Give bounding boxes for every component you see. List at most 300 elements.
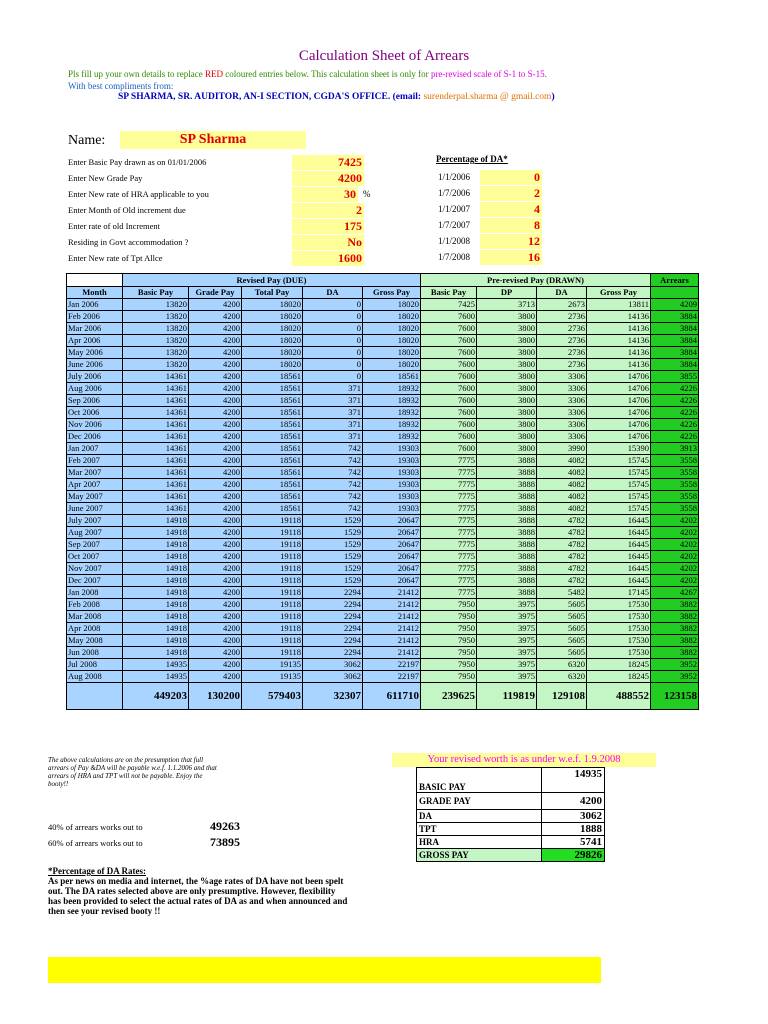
value-cell: 4200 [189, 599, 242, 611]
value-cell: 3855 [651, 371, 699, 383]
value-cell: 16445 [587, 563, 651, 575]
da-rate-value[interactable]: 4 [480, 202, 542, 217]
group-revised-header: Revised Pay (DUE) [123, 274, 421, 287]
value-cell: 14361 [123, 395, 189, 407]
value-cell: 4782 [537, 575, 587, 587]
value-cell: 15390 [587, 443, 651, 455]
table-row [67, 347, 699, 359]
value-cell: 18561 [242, 443, 303, 455]
value-cell: 14361 [123, 431, 189, 443]
da-date: 1/1/2007 [438, 204, 471, 214]
table-row [67, 563, 699, 575]
value-cell: 3882 [651, 623, 699, 635]
value-cell: 18020 [242, 323, 303, 335]
month-cell: May 2008 [67, 635, 123, 647]
group-arrears-header: Arrears [651, 274, 699, 287]
value-cell: 7775 [421, 587, 477, 599]
summary-row [417, 768, 605, 793]
value-cell: 14918 [123, 635, 189, 647]
value-cell: 371 [303, 395, 363, 407]
value-cell: 1529 [303, 575, 363, 587]
value-cell: 19118 [242, 599, 303, 611]
summary-value: 5741 [542, 836, 605, 849]
value-cell: 18020 [363, 359, 421, 371]
value-cell: 22197 [363, 659, 421, 671]
value-cell: 3975 [477, 599, 537, 611]
email-link: surenderpal.sharma @ gmail.com [423, 92, 552, 102]
month-cell: Jan 2007 [67, 443, 123, 455]
table-row [67, 299, 699, 311]
table-row [67, 467, 699, 479]
table-row [67, 455, 699, 467]
value-cell: 7600 [421, 371, 477, 383]
value-cell: 3884 [651, 311, 699, 323]
value-cell: 1529 [303, 551, 363, 563]
value-cell: 4082 [537, 491, 587, 503]
column-header: Gross Pay [587, 287, 651, 299]
input-label: Enter Basic Pay drawn as on 01/01/2006 [68, 157, 207, 167]
month-cell: Feb 2008 [67, 599, 123, 611]
value-cell: 371 [303, 383, 363, 395]
input-label: Enter New Grade Pay [68, 173, 143, 183]
total-cell: 32307 [303, 683, 363, 710]
table-row [67, 311, 699, 323]
table-row [67, 575, 699, 587]
value-cell: 6320 [537, 671, 587, 683]
value-cell: 3062 [303, 671, 363, 683]
da-rate-value[interactable]: 0 [480, 170, 542, 185]
month-cell: Dec 2006 [67, 431, 123, 443]
value-cell: 7775 [421, 491, 477, 503]
value-cell: 13820 [123, 359, 189, 371]
value-cell: 19118 [242, 551, 303, 563]
total-cell: 129108 [537, 683, 587, 710]
value-cell: 18561 [242, 371, 303, 383]
value-cell: 18020 [363, 335, 421, 347]
value-cell: 4226 [651, 407, 699, 419]
value-cell: 14136 [587, 359, 651, 371]
value-cell: 4200 [189, 671, 242, 683]
month-cell: Mar 2007 [67, 467, 123, 479]
value-cell: 18561 [242, 407, 303, 419]
value-cell: 14136 [587, 311, 651, 323]
column-header: Total Pay [242, 287, 303, 299]
da-date: 1/7/2007 [438, 220, 471, 230]
value-cell: 4200 [189, 323, 242, 335]
pct60-label: 60% of arrears works out to [48, 838, 143, 848]
value-cell: 14935 [123, 659, 189, 671]
value-cell: 7600 [421, 431, 477, 443]
input-value[interactable]: 1600 [292, 251, 364, 266]
da-rate-value[interactable]: 8 [480, 218, 542, 233]
value-cell: 19118 [242, 527, 303, 539]
group-prerevised-header: Pre-revised Pay (DRAWN) [421, 274, 651, 287]
value-cell: 7950 [421, 635, 477, 647]
value-cell: 4782 [537, 539, 587, 551]
value-cell: 3800 [477, 335, 537, 347]
summary-value: 1888 [542, 823, 605, 836]
value-cell: 7600 [421, 443, 477, 455]
total-cell: 488552 [587, 683, 651, 710]
value-cell: 14361 [123, 455, 189, 467]
summary-label: DA [417, 810, 542, 823]
value-cell: 4200 [189, 371, 242, 383]
value-cell: 7775 [421, 479, 477, 491]
column-header: DA [303, 287, 363, 299]
value-cell: 7775 [421, 563, 477, 575]
month-cell: Aug 2007 [67, 527, 123, 539]
table-row [67, 431, 699, 443]
value-cell: 19135 [242, 671, 303, 683]
value-cell: 3882 [651, 647, 699, 659]
month-cell: July 2007 [67, 515, 123, 527]
table-row [67, 359, 699, 371]
value-cell: 4226 [651, 395, 699, 407]
input-label: Enter Month of Old increment due [68, 205, 186, 215]
footer-highlight-bar [48, 957, 601, 983]
value-cell: 3884 [651, 359, 699, 371]
value-cell: 7600 [421, 359, 477, 371]
value-cell: 4200 [189, 587, 242, 599]
value-cell: 14918 [123, 515, 189, 527]
table-row [67, 539, 699, 551]
value-cell: 14361 [123, 371, 189, 383]
value-cell: 3975 [477, 623, 537, 635]
value-cell: 3800 [477, 323, 537, 335]
value-cell: 17530 [587, 599, 651, 611]
month-cell: Mar 2006 [67, 323, 123, 335]
month-cell: Oct 2007 [67, 551, 123, 563]
table-row [67, 383, 699, 395]
value-cell: 20647 [363, 539, 421, 551]
value-cell: 0 [303, 311, 363, 323]
value-cell: 4782 [537, 563, 587, 575]
value-cell: 4200 [189, 335, 242, 347]
percent-sign: % [363, 189, 371, 199]
value-cell: 18020 [363, 311, 421, 323]
value-cell: 2294 [303, 647, 363, 659]
value-cell: 17530 [587, 647, 651, 659]
da-note: *Percentage of DA Rates: As per news on media and internet, the %age rates of DA have not been spelt out. The DA rates selected above are only presumptive. However, flexibility has been provided to select the actual rates of DA as and when announced and then see your revised booty !! [48, 866, 348, 916]
value-cell: 7775 [421, 527, 477, 539]
input-value[interactable]: 30 [292, 187, 358, 202]
value-cell: 1529 [303, 563, 363, 575]
summary-row [417, 849, 605, 862]
month-cell: Aug 2006 [67, 383, 123, 395]
arrears-table [66, 273, 699, 710]
value-cell: 3888 [477, 527, 537, 539]
value-cell: 14918 [123, 599, 189, 611]
value-cell: 7950 [421, 599, 477, 611]
value-cell: 3888 [477, 491, 537, 503]
da-date: 1/1/2008 [438, 236, 471, 246]
value-cell: 742 [303, 479, 363, 491]
instruction-line: Pls fill up your own details to replace RED coloured entries below. This calculation sheet is only for pre-revised scale of S-1 to S-15. [68, 69, 547, 79]
value-cell: 3888 [477, 551, 537, 563]
value-cell: 3306 [537, 383, 587, 395]
table-row [67, 587, 699, 599]
value-cell: 22197 [363, 671, 421, 683]
value-cell: 3800 [477, 311, 537, 323]
value-cell: 4200 [189, 503, 242, 515]
value-cell: 3306 [537, 395, 587, 407]
month-cell: Nov 2006 [67, 419, 123, 431]
value-cell: 4200 [189, 479, 242, 491]
table-row [67, 623, 699, 635]
value-cell: 3882 [651, 611, 699, 623]
table-row [67, 599, 699, 611]
value-cell: 18020 [242, 335, 303, 347]
value-cell: 4200 [189, 527, 242, 539]
value-cell: 21412 [363, 623, 421, 635]
value-cell: 17145 [587, 587, 651, 599]
value-cell: 18561 [242, 479, 303, 491]
value-cell: 4200 [189, 347, 242, 359]
value-cell: 13811 [587, 299, 651, 311]
total-cell: 239625 [421, 683, 477, 710]
value-cell: 3888 [477, 587, 537, 599]
value-cell: 742 [303, 503, 363, 515]
value-cell: 14918 [123, 587, 189, 599]
month-cell: Apr 2007 [67, 479, 123, 491]
da-date: 1/7/2008 [438, 252, 471, 262]
da-date: 1/7/2006 [438, 188, 471, 198]
month-cell: Feb 2006 [67, 311, 123, 323]
table-row [67, 671, 699, 683]
value-cell: 0 [303, 335, 363, 347]
value-cell: 21412 [363, 647, 421, 659]
value-cell: 16445 [587, 575, 651, 587]
value-cell: 3888 [477, 575, 537, 587]
value-cell: 14361 [123, 383, 189, 395]
value-cell: 2736 [537, 323, 587, 335]
value-cell: 3558 [651, 503, 699, 515]
value-cell: 19303 [363, 467, 421, 479]
value-cell: 5605 [537, 647, 587, 659]
value-cell: 7775 [421, 455, 477, 467]
value-cell: 14136 [587, 347, 651, 359]
value-cell: 3882 [651, 599, 699, 611]
value-cell: 4200 [189, 563, 242, 575]
value-cell: 3800 [477, 347, 537, 359]
value-cell: 19118 [242, 587, 303, 599]
value-cell: 2294 [303, 599, 363, 611]
value-cell: 14918 [123, 647, 189, 659]
value-cell: 742 [303, 455, 363, 467]
value-cell: 18561 [242, 431, 303, 443]
da-rate-value[interactable]: 2 [480, 186, 542, 201]
value-cell: 7600 [421, 323, 477, 335]
value-cell: 5605 [537, 599, 587, 611]
value-cell: 3800 [477, 419, 537, 431]
value-cell: 4200 [189, 647, 242, 659]
month-cell: Jan 2008 [67, 587, 123, 599]
value-cell: 4782 [537, 515, 587, 527]
input-label: Enter New rate of HRA applicable to you [68, 189, 209, 199]
total-cell: 130200 [189, 683, 242, 710]
value-cell: 15745 [587, 503, 651, 515]
value-cell: 2736 [537, 347, 587, 359]
value-cell: 3713 [477, 299, 537, 311]
value-cell: 18020 [242, 347, 303, 359]
input-value[interactable]: 7425 [292, 155, 364, 170]
value-cell: 3558 [651, 479, 699, 491]
input-value[interactable]: 2 [292, 203, 364, 218]
value-cell: 14918 [123, 623, 189, 635]
value-cell: 18932 [363, 431, 421, 443]
month-cell: Dec 2007 [67, 575, 123, 587]
value-cell: 4200 [189, 623, 242, 635]
month-cell: May 2006 [67, 347, 123, 359]
value-cell: 18020 [363, 347, 421, 359]
value-cell: 371 [303, 407, 363, 419]
month-cell: Jan 2006 [67, 299, 123, 311]
value-cell: 2294 [303, 587, 363, 599]
input-value[interactable]: 4200 [292, 171, 364, 186]
total-cell: 119819 [477, 683, 537, 710]
value-cell: 7775 [421, 539, 477, 551]
value-cell: 14935 [123, 671, 189, 683]
value-cell: 7600 [421, 395, 477, 407]
value-cell: 3800 [477, 383, 537, 395]
value-cell: 0 [303, 359, 363, 371]
value-cell: 18561 [242, 395, 303, 407]
value-cell: 7775 [421, 575, 477, 587]
input-value[interactable]: 175 [292, 219, 364, 234]
value-cell: 4202 [651, 551, 699, 563]
summary-row [417, 836, 605, 849]
value-cell: 17530 [587, 611, 651, 623]
value-cell: 2736 [537, 311, 587, 323]
value-cell: 1529 [303, 539, 363, 551]
month-cell: Aug 2008 [67, 671, 123, 683]
value-cell: 18932 [363, 395, 421, 407]
value-cell: 15745 [587, 491, 651, 503]
value-cell: 3888 [477, 467, 537, 479]
value-cell: 18561 [242, 467, 303, 479]
value-cell: 5605 [537, 623, 587, 635]
summary-value: 29826 [542, 849, 605, 862]
value-cell: 4782 [537, 527, 587, 539]
value-cell: 14918 [123, 551, 189, 563]
summary-row [417, 810, 605, 823]
da-rate-value[interactable]: 12 [480, 234, 542, 249]
value-cell: 16445 [587, 539, 651, 551]
input-label: Enter rate of old Increment [68, 221, 161, 231]
da-rate-value[interactable]: 16 [480, 250, 542, 265]
value-cell: 18020 [242, 359, 303, 371]
total-cell: 449203 [123, 683, 189, 710]
column-header: Gross Pay [363, 287, 421, 299]
value-cell: 7425 [421, 299, 477, 311]
da-rates-heading: Percentage of DA* [436, 154, 508, 164]
month-cell: Apr 2006 [67, 335, 123, 347]
value-cell: 21412 [363, 599, 421, 611]
value-cell: 15745 [587, 479, 651, 491]
value-cell: 0 [303, 299, 363, 311]
value-cell: 4082 [537, 479, 587, 491]
value-cell: 13820 [123, 311, 189, 323]
month-cell: Mar 2008 [67, 611, 123, 623]
value-cell: 14361 [123, 443, 189, 455]
value-cell: 13820 [123, 299, 189, 311]
month-cell: Oct 2006 [67, 407, 123, 419]
summary-row [417, 793, 605, 810]
value-cell: 18020 [363, 299, 421, 311]
value-cell: 7775 [421, 515, 477, 527]
value-cell: 21412 [363, 611, 421, 623]
value-cell: 0 [303, 323, 363, 335]
value-cell: 5605 [537, 635, 587, 647]
value-cell: 3558 [651, 467, 699, 479]
column-header: DP [477, 287, 537, 299]
value-cell: 0 [303, 371, 363, 383]
table-row [67, 659, 699, 671]
value-cell: 4200 [189, 575, 242, 587]
value-cell: 3888 [477, 515, 537, 527]
value-cell: 7600 [421, 335, 477, 347]
value-cell: 742 [303, 467, 363, 479]
revised-worth-table [416, 767, 605, 862]
value-cell: 14361 [123, 479, 189, 491]
value-cell: 4200 [189, 359, 242, 371]
value-cell: 3952 [651, 659, 699, 671]
value-cell: 2736 [537, 359, 587, 371]
value-cell: 14361 [123, 503, 189, 515]
value-cell: 15745 [587, 455, 651, 467]
table-row [67, 503, 699, 515]
value-cell: 3952 [651, 671, 699, 683]
value-cell: 3975 [477, 611, 537, 623]
value-cell: 19303 [363, 503, 421, 515]
page-title: Calculation Sheet of Arrears [298, 48, 470, 64]
value-cell: 16445 [587, 527, 651, 539]
totals-row [67, 683, 699, 710]
name-input[interactable]: SP Sharma [120, 131, 306, 149]
summary-row [417, 823, 605, 836]
value-cell: 1529 [303, 515, 363, 527]
value-cell: 20647 [363, 575, 421, 587]
table-row [67, 443, 699, 455]
value-cell: 19118 [242, 515, 303, 527]
table-row [67, 647, 699, 659]
value-cell: 4200 [189, 431, 242, 443]
value-cell: 18561 [242, 455, 303, 467]
value-cell: 18561 [242, 491, 303, 503]
value-cell: 2294 [303, 623, 363, 635]
total-cell: 579403 [242, 683, 303, 710]
value-cell: 14361 [123, 491, 189, 503]
value-cell: 14361 [123, 467, 189, 479]
value-cell: 7775 [421, 503, 477, 515]
value-cell: 4200 [189, 311, 242, 323]
value-cell: 3884 [651, 335, 699, 347]
table-row [67, 635, 699, 647]
value-cell: 7600 [421, 419, 477, 431]
value-cell: 19118 [242, 539, 303, 551]
value-cell: 5605 [537, 611, 587, 623]
input-value[interactable]: No [292, 235, 364, 250]
value-cell: 2736 [537, 335, 587, 347]
value-cell: 4200 [189, 467, 242, 479]
value-cell: 3800 [477, 443, 537, 455]
value-cell: 4226 [651, 419, 699, 431]
summary-value: 3062 [542, 810, 605, 823]
column-header: Basic Pay [421, 287, 477, 299]
value-cell: 13820 [123, 347, 189, 359]
input-label: Enter New rate of Tpt Allce [68, 253, 163, 263]
value-cell: 14918 [123, 527, 189, 539]
